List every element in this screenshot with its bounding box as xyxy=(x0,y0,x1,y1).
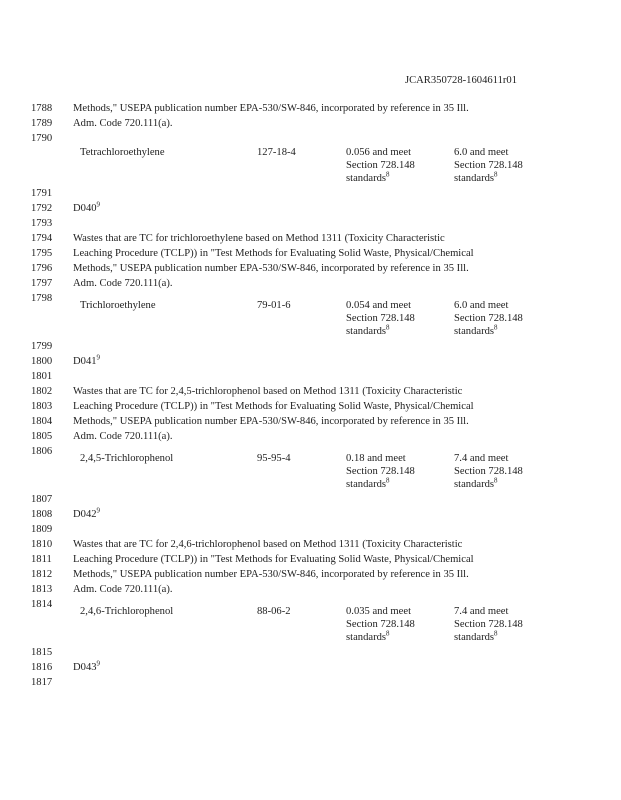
line-number: 1809 xyxy=(31,524,53,535)
line-number: 1796 xyxy=(31,263,53,274)
line-number: 1806 xyxy=(31,446,53,457)
line-number: 1800 xyxy=(31,356,53,367)
cas-number: 95-95-4 xyxy=(257,453,291,464)
line-1796 xyxy=(0,261,621,276)
line-number: 1803 xyxy=(31,401,53,412)
nonwastewater-standard xyxy=(454,605,554,644)
ww-section: Section 728.148 xyxy=(346,313,415,324)
nww-section: Section 728.148 xyxy=(454,619,523,630)
line-number: 1808 xyxy=(31,509,53,520)
wastewater-standard xyxy=(346,146,446,185)
nonwastewater-standard xyxy=(454,299,554,338)
nww-standards: standards$^8$ xyxy=(454,476,498,490)
line-text: Adm. Code 720.111(a). xyxy=(73,584,173,595)
line-number: 1816 xyxy=(31,662,53,673)
line-1790 xyxy=(0,131,621,146)
line-number: 1814 xyxy=(31,599,53,610)
line-1803 xyxy=(0,399,621,414)
line-1805 xyxy=(0,429,621,444)
line-text: Adm. Code 720.111(a). xyxy=(73,278,173,289)
line-number: 1807 xyxy=(31,494,53,505)
line-number: 1812 xyxy=(31,569,53,580)
ww-section: Section 728.148 xyxy=(346,160,415,171)
cas-number: 79-01-6 xyxy=(257,300,291,311)
nww-value: 7.4 and meet xyxy=(454,606,509,617)
nww-standards: standards$^8$ xyxy=(454,629,498,643)
line-1808 xyxy=(0,507,621,522)
line-number: 1791 xyxy=(31,188,53,199)
line-1793 xyxy=(0,216,621,231)
wastewater-standard xyxy=(346,452,446,491)
line-1797 xyxy=(0,276,621,291)
ww-value: 0.056 and meet xyxy=(346,147,412,158)
line-number: 1792 xyxy=(31,203,53,214)
line-1801 xyxy=(0,369,621,384)
line-text: Leaching Procedure (TCLP)) in "Test Methods for Evaluating Solid Waste, Physical/Chemical xyxy=(73,401,474,412)
ww-section: Section 728.148 xyxy=(346,466,415,477)
line-number: 1815 xyxy=(31,647,53,658)
line-number: 1793 xyxy=(31,218,53,229)
document-id: JCAR350728-1604611r01 xyxy=(404,75,517,86)
line-1816 xyxy=(0,660,621,675)
line-1807 xyxy=(0,492,621,507)
line-1795 xyxy=(0,246,621,261)
line-text: Adm. Code 720.111(a). xyxy=(73,118,173,129)
constituent-name: Trichloroethylene xyxy=(80,300,156,311)
nww-standards: standards$^8$ xyxy=(454,170,498,184)
line-number: 1799 xyxy=(31,341,53,352)
line-1809 xyxy=(0,522,621,537)
waste-code: $D043^9$ xyxy=(73,659,101,673)
line-number: 1813 xyxy=(31,584,53,595)
waste-code: $D041^9$ xyxy=(73,353,101,367)
line-text: Adm. Code 720.111(a). xyxy=(73,431,173,442)
constituent-name: 2,4,5-Trichlorophenol xyxy=(80,453,174,464)
ww-value: 0.054 and meet xyxy=(346,300,412,311)
cas-number: 88-06-2 xyxy=(257,606,291,617)
line-1789 xyxy=(0,116,621,131)
line-number: 1794 xyxy=(31,233,53,244)
line-1811 xyxy=(0,552,621,567)
nww-value: 7.4 and meet xyxy=(454,453,509,464)
line-number: 1790 xyxy=(31,133,53,144)
line-text: Wastes that are TC for trichloroethylene based on Method 1311 (Toxicity Characteristic xyxy=(73,233,445,244)
constituent-name: Tetrachloroethylene xyxy=(80,147,165,158)
nww-value: 6.0 and meet xyxy=(454,147,509,158)
line-text: Wastes that are TC for 2,4,6-trichlorophenol based on Method 1311 (Toxicity Characteristic xyxy=(73,539,463,550)
ww-standards: standards$^8$ xyxy=(346,476,390,490)
ww-section: Section 728.148 xyxy=(346,619,415,630)
line-number: 1795 xyxy=(31,248,53,259)
wastewater-standard xyxy=(346,299,446,338)
line-text: Leaching Procedure (TCLP)) in "Test Methods for Evaluating Solid Waste, Physical/Chemical xyxy=(73,248,474,259)
nww-section: Section 728.148 xyxy=(454,160,523,171)
line-text: Methods," USEPA publication number EPA-530/SW-846, incorporated by reference in 35 Ill. xyxy=(73,569,469,580)
line-number: 1788 xyxy=(31,103,53,114)
line-1794 xyxy=(0,231,621,246)
line-1812 xyxy=(0,567,621,582)
nonwastewater-standard xyxy=(454,146,554,185)
line-number: 1798 xyxy=(31,293,53,304)
ww-standards: standards$^8$ xyxy=(346,629,390,643)
line-number: 1811 xyxy=(31,554,52,565)
ww-value: 0.18 and meet xyxy=(346,453,406,464)
line-number: 1801 xyxy=(31,371,53,382)
line-1799 xyxy=(0,339,621,354)
line-1810 xyxy=(0,537,621,552)
line-1802 xyxy=(0,384,621,399)
nww-section: Section 728.148 xyxy=(454,313,523,324)
constituent-name: 2,4,6-Trichlorophenol xyxy=(80,606,174,617)
line-number: 1789 xyxy=(31,118,53,129)
line-1800 xyxy=(0,354,621,369)
line-number: 1797 xyxy=(31,278,53,289)
line-number: 1804 xyxy=(31,416,53,427)
line-1792 xyxy=(0,201,621,216)
cas-number: 127-18-4 xyxy=(257,147,296,158)
line-1804 xyxy=(0,414,621,429)
nww-section: Section 728.148 xyxy=(454,466,523,477)
line-number: 1802 xyxy=(31,386,53,397)
line-number: 1810 xyxy=(31,539,53,550)
line-1813 xyxy=(0,582,621,597)
line-text: Wastes that are TC for 2,4,5-trichlorophenol based on Method 1311 (Toxicity Characteristic xyxy=(73,386,463,397)
line-number: 1805 xyxy=(31,431,53,442)
line-1815 xyxy=(0,645,621,660)
line-text: Methods," USEPA publication number EPA-530/SW-846, incorporated by reference in 35 Ill. xyxy=(73,103,469,114)
line-number: 1817 xyxy=(31,677,53,688)
line-1817 xyxy=(0,675,621,690)
nonwastewater-standard xyxy=(454,452,554,491)
line-text: Leaching Procedure (TCLP)) in "Test Methods for Evaluating Solid Waste, Physical/Chemical xyxy=(73,554,474,565)
line-1791 xyxy=(0,186,621,201)
line-text: Methods," USEPA publication number EPA-530/SW-846, incorporated by reference in 35 Ill. xyxy=(73,416,469,427)
nww-standards: standards$^8$ xyxy=(454,323,498,337)
waste-code: $D042^9$ xyxy=(73,506,101,520)
waste-code: $D040^9$ xyxy=(73,200,101,214)
wastewater-standard xyxy=(346,605,446,644)
line-text: Methods," USEPA publication number EPA-530/SW-846, incorporated by reference in 35 Ill. xyxy=(73,263,469,274)
line-1788 xyxy=(0,101,621,116)
ww-standards: standards$^8$ xyxy=(346,170,390,184)
ww-value: 0.035 and meet xyxy=(346,606,412,617)
nww-value: 6.0 and meet xyxy=(454,300,509,311)
ww-standards: standards$^8$ xyxy=(346,323,390,337)
